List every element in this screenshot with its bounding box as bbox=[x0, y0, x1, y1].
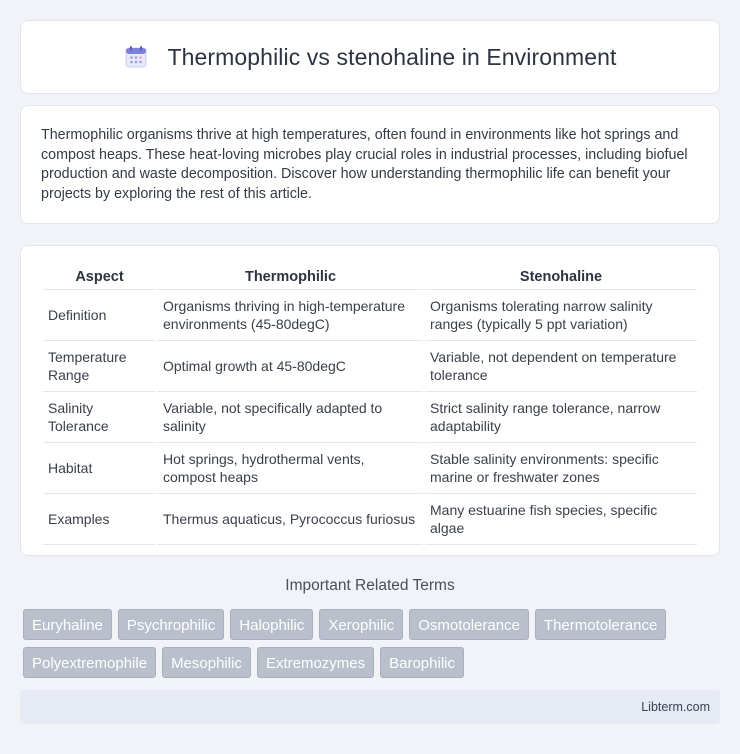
comparison-card bbox=[20, 245, 720, 556]
cell-thermophilic: Variable, not specifically adapted to salinity bbox=[158, 391, 423, 442]
footer bbox=[20, 690, 720, 724]
calendar-icon bbox=[123, 44, 149, 70]
cell-aspect: Examples bbox=[43, 493, 156, 545]
cell-aspect: Salinity Tolerance bbox=[43, 391, 156, 442]
tag-xerophilic[interactable]: Xerophilic bbox=[319, 609, 403, 640]
header bbox=[123, 44, 616, 71]
table-row bbox=[43, 340, 697, 391]
cell-stenohaline: Variable, not dependent on temperature tolerance bbox=[425, 340, 697, 391]
tag-halophilic[interactable]: Halophilic bbox=[230, 609, 313, 640]
header-thermophilic: Thermophilic bbox=[244, 269, 337, 285]
cell-thermophilic: Optimal growth at 45-80degC bbox=[158, 340, 423, 391]
comparison-table bbox=[41, 266, 699, 545]
table-header-row bbox=[43, 266, 697, 289]
header-stenohaline: Stenohaline bbox=[519, 269, 603, 285]
tag-extremozymes[interactable]: Extremozymes bbox=[257, 647, 374, 678]
tag-psychrophilic[interactable]: Psychrophilic bbox=[118, 609, 224, 640]
header-card bbox=[20, 20, 720, 94]
related-terms-title: Important Related Terms bbox=[285, 577, 455, 594]
cell-aspect: Temperature Range bbox=[43, 340, 156, 391]
tag-barophilic[interactable]: Barophilic bbox=[380, 647, 464, 678]
table-row bbox=[43, 391, 697, 442]
cell-stenohaline: Many estuarine fish species, specific algae bbox=[425, 493, 697, 545]
table-row bbox=[43, 289, 697, 340]
cell-stenohaline: Strict salinity range tolerance, narrow adaptability bbox=[425, 391, 697, 442]
header-aspect: Aspect bbox=[75, 269, 124, 285]
tag-mesophilic[interactable]: Mesophilic bbox=[162, 647, 251, 678]
cell-thermophilic: Hot springs, hydrothermal vents, compost heaps bbox=[158, 442, 423, 493]
tag-osmotolerance[interactable]: Osmotolerance bbox=[409, 609, 529, 640]
cell-thermophilic: Thermus aquaticus, Pyrococcus furiosus bbox=[158, 493, 423, 545]
page-title: Thermophilic vs stenohaline in Environment bbox=[167, 43, 617, 70]
tag-thermotolerance[interactable]: Thermotolerance bbox=[535, 609, 666, 640]
intro-text: Thermophilic organisms thrive at high temperatures, often found in environments like hot springs and compost heaps. These heat-loving microbes play crucial roles in industrial processes, including biofuel production and waste decomposition. Discover how understanding thermophilic life can benefit your projects by exploring the rest of this article. bbox=[41, 127, 688, 202]
cell-aspect: Definition bbox=[43, 289, 156, 340]
intro-card bbox=[20, 105, 720, 224]
related-terms-list bbox=[23, 609, 713, 678]
cell-thermophilic: Organisms thriving in high-temperature environments (45-80degC) bbox=[158, 289, 423, 340]
table-row bbox=[43, 442, 697, 493]
cell-stenohaline: Stable salinity environments: specific marine or freshwater zones bbox=[425, 442, 697, 493]
table-row bbox=[43, 493, 697, 545]
tag-euryhaline[interactable]: Euryhaline bbox=[23, 609, 112, 640]
cell-stenohaline: Organisms tolerating narrow salinity ranges (typically 5 ppt variation) bbox=[425, 289, 697, 340]
tag-polyextremophile[interactable]: Polyextremophile bbox=[23, 647, 156, 678]
cell-aspect: Habitat bbox=[43, 442, 156, 493]
footer-site-link[interactable]: Libterm.com bbox=[641, 700, 710, 714]
